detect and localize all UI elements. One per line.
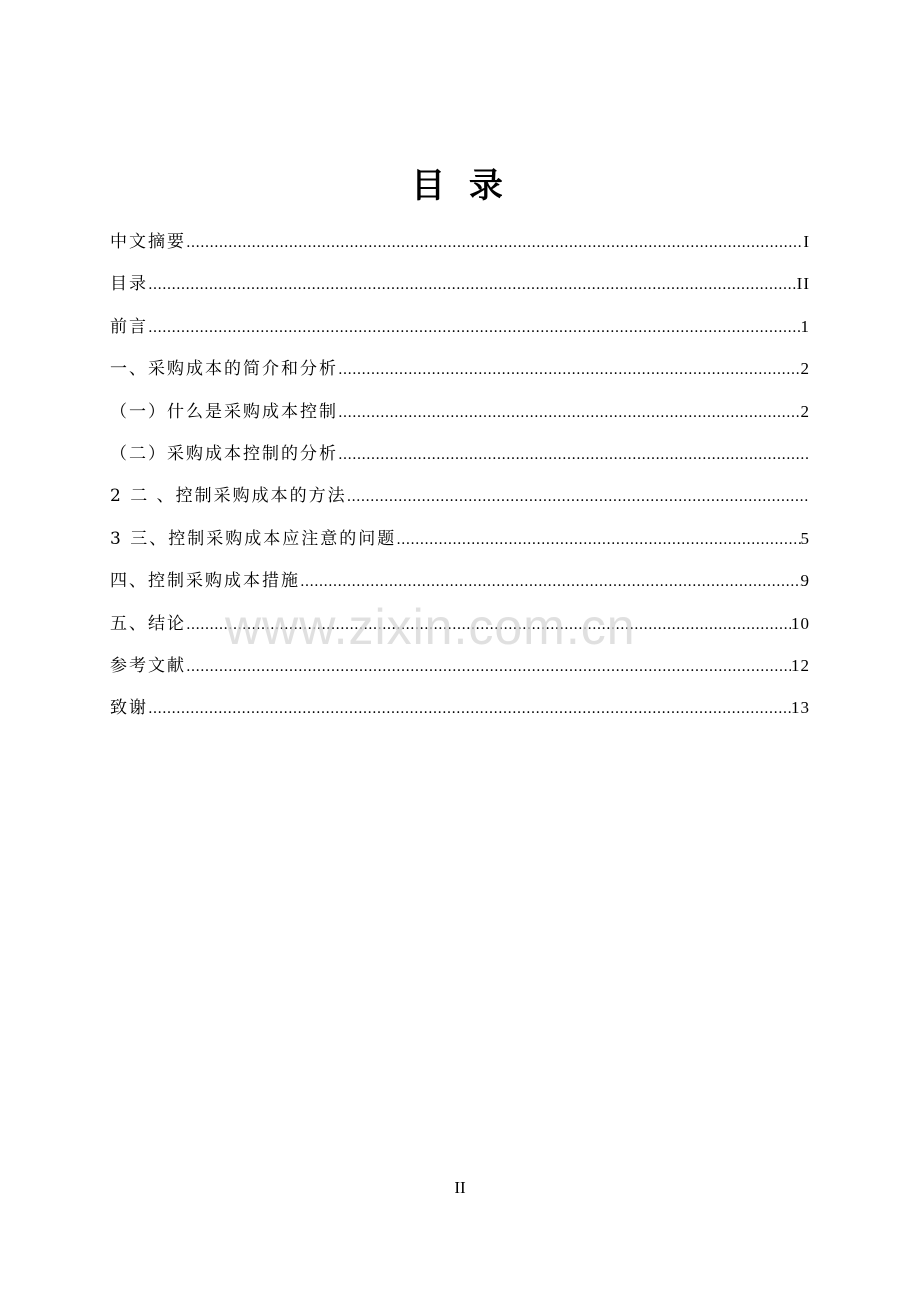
- toc-entry-page: 1: [800, 316, 810, 336]
- toc-entry-label: 3 三、控制采购成本应注意的问题: [110, 528, 397, 549]
- toc-entry-page: 2: [800, 359, 810, 379]
- dot-leader: [338, 354, 801, 386]
- toc-entry-label: 目录: [110, 274, 148, 295]
- toc-entry-label: 四、控制采购成本措施: [110, 571, 300, 592]
- toc-entry-page: 9: [800, 571, 810, 591]
- toc-entry-page: I: [803, 232, 810, 251]
- dot-leader: [396, 524, 800, 556]
- dot-leader: [148, 312, 801, 344]
- toc-entry-page: II: [796, 274, 810, 294]
- toc-entry-label: 五、结论: [110, 613, 186, 634]
- toc-entry[interactable]: [110, 353, 810, 395]
- toc-entry-label: 前言: [110, 316, 148, 337]
- dot-leader: [186, 227, 803, 259]
- toc-entry-label: （二）采购成本控制的分析: [110, 443, 338, 464]
- toc-entry-page: 13: [791, 698, 810, 718]
- toc-entry-label: 一、采购成本的简介和分析: [110, 359, 338, 380]
- toc-entry[interactable]: [110, 692, 810, 734]
- toc-entry[interactable]: [110, 523, 810, 565]
- toc-entry-page: 12: [791, 655, 810, 675]
- toc-entry-label: 参考文献: [110, 655, 186, 676]
- toc-entry-label: 致谢: [110, 698, 148, 719]
- dot-leader: [148, 693, 791, 725]
- toc-entry-label: （一）什么是采购成本控制: [110, 401, 338, 422]
- toc-entry[interactable]: [110, 226, 810, 268]
- dot-leader: [338, 439, 810, 471]
- toc-entry[interactable]: [110, 268, 810, 310]
- dot-leader: [300, 566, 801, 598]
- page-title: 目 录: [411, 166, 509, 206]
- page-number: II: [454, 1178, 466, 1197]
- toc-entry-page: 5: [800, 528, 810, 548]
- dot-leader: [347, 481, 810, 513]
- toc-entry[interactable]: [110, 396, 810, 438]
- watermark: www.zixin.com.cn: [225, 599, 636, 655]
- toc-entry[interactable]: [110, 438, 810, 480]
- toc-entry[interactable]: [110, 480, 810, 522]
- toc-entry-label: 中文摘要: [110, 232, 186, 252]
- toc-entry-page: 10: [791, 613, 810, 633]
- toc-entry[interactable]: [110, 311, 810, 353]
- toc-entry-page: 2: [800, 401, 810, 421]
- dot-leader: [148, 269, 797, 301]
- dot-leader: [338, 397, 801, 429]
- table-of-contents: [110, 226, 810, 735]
- toc-entry-label: 2 二 、控制采购成本的方法: [110, 486, 347, 507]
- toc-entry[interactable]: [110, 650, 810, 692]
